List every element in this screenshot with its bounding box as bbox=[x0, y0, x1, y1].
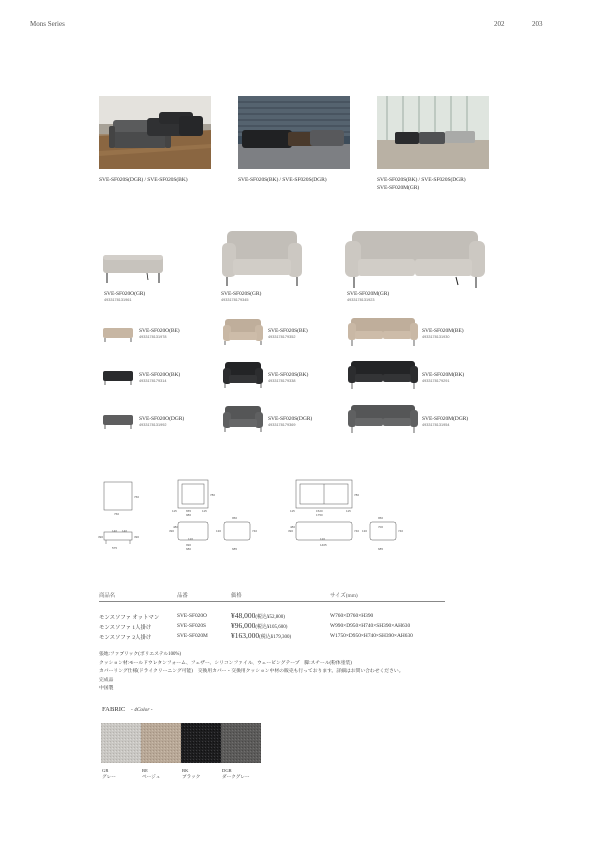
note-assembled: 完成品 bbox=[99, 677, 114, 683]
ottoman-dim-a: 575 bbox=[112, 546, 118, 550]
fabric-heading bbox=[102, 706, 153, 713]
photo-caption-3: SVE-SF020S(BK) / SVE-SF020S(DGR) bbox=[377, 177, 466, 183]
row-2-price: ¥96,000 bbox=[231, 621, 256, 630]
two-seat-sofa-dgr-code: 4933178131954 bbox=[422, 423, 450, 427]
row-1-name: モンスソファ オットマン bbox=[99, 615, 160, 621]
single-dim-front-b: 480 bbox=[173, 525, 179, 529]
table-header-price: 価格 bbox=[231, 593, 242, 599]
swatch-be-label: BE ベージュ bbox=[142, 768, 161, 779]
triple-dim-top-b: 1520 bbox=[316, 509, 323, 513]
single-dim-side-b: 740 bbox=[252, 529, 258, 533]
row-2-item: SVE-SF020S bbox=[177, 623, 207, 629]
two-seat-sofa-bk-code: 4933178179291 bbox=[422, 379, 450, 383]
swatch-bk-label: BK ブラック bbox=[182, 768, 201, 779]
ottoman-be-image bbox=[102, 326, 134, 343]
single-sofa-gr-name: SVE-SF020S(GR) bbox=[221, 291, 262, 297]
ottoman-dim-h2: 390 bbox=[134, 535, 140, 539]
row-3-name: モンスソファ 2人掛け bbox=[99, 635, 152, 641]
ottoman-dim-c: 140 bbox=[122, 529, 128, 533]
single-sofa-bk-name: SVE-SF020S(BK) bbox=[268, 372, 309, 378]
triple-dim-side-a: 685 bbox=[378, 547, 384, 551]
ottoman-bk-name: SVE-SF020O(BK) bbox=[139, 372, 181, 378]
table-header-size: サイズ(mm) bbox=[330, 593, 358, 599]
two-seat-sofa-be-code: 4933178131930 bbox=[422, 335, 450, 339]
row-1-size: W760×D760×H390 bbox=[330, 613, 374, 619]
triple-dim-front-h: 740 bbox=[354, 529, 360, 533]
single-sofa-be-name: SVE-SF020S(BE) bbox=[268, 328, 308, 334]
triple-dim-side-d: 700 bbox=[378, 525, 384, 529]
swatch-gr bbox=[101, 723, 141, 763]
ottoman-dim-w: 760 bbox=[114, 512, 120, 516]
page-number-right: 203 bbox=[532, 20, 543, 28]
note-material: 張地:ファブリック(ポリエステル100%) bbox=[99, 652, 181, 657]
triple-dim-side-b: 740 bbox=[398, 529, 404, 533]
row-2-tax: (税込¥105,600) bbox=[255, 625, 288, 630]
single-dim-top-c: 115 bbox=[202, 509, 207, 513]
single-dim-top-b: 655 bbox=[186, 509, 192, 513]
notes bbox=[99, 651, 404, 694]
ottoman-gr-code: 4933178131961 bbox=[104, 298, 132, 302]
swatch-dgr bbox=[221, 723, 261, 763]
ottoman-gr-name: SVE-SF020O(GR) bbox=[104, 291, 146, 297]
note-cushion: クッション材:モールドウレタンフォーム、フェザー、シリコンファイル、ウェービングテープ 脚:スチール(粉体塗装) bbox=[99, 660, 352, 666]
two-seat-sofa-dgr-name: SVE-SF020M(DGR) bbox=[422, 416, 469, 422]
page-number-left: 202 bbox=[494, 20, 505, 28]
single-dim-side-c: 130 bbox=[216, 529, 222, 533]
triple-dim-side-w: 950 bbox=[378, 516, 384, 520]
single-dim-front-w: 990 bbox=[186, 543, 192, 547]
triple-dim-front-c: 120 bbox=[320, 537, 326, 541]
swatch-dgr-label: DGR ダークグレー bbox=[222, 768, 250, 779]
single-sofa-bk-code: 4933178179338 bbox=[268, 379, 296, 383]
row-3-item: SVE-SF020M bbox=[177, 633, 208, 639]
triple-dim-top-w: 1750 bbox=[316, 513, 323, 517]
ottoman-dgr-image bbox=[102, 413, 134, 430]
single-dim-side-w: 950 bbox=[232, 516, 238, 520]
row-1-price: ¥48,000 bbox=[231, 611, 256, 620]
triple-dim-top-a: 115 bbox=[290, 509, 295, 513]
row-3-size: W1750×D950×H740×SH390×AH630 bbox=[330, 633, 413, 639]
single-sofa-dgr-name: SVE-SF020S(DGR) bbox=[268, 416, 313, 422]
row-1-item: SVE-SF020O bbox=[177, 613, 207, 619]
photo-caption-2: SVE-SF020S(BK) / SVE-SF020S(DGR) bbox=[238, 177, 327, 183]
ottoman-dgr-name: SVE-SF020O(DGR) bbox=[139, 416, 185, 422]
two-seat-sofa-gr-image bbox=[344, 229, 486, 289]
two-seat-sofa-gr-name: SVE-SF020M(GR) bbox=[347, 291, 390, 297]
single-dim-top-w: 986 bbox=[186, 513, 192, 517]
two-seat-sofa-bk-name: SVE-SF020M(BK) bbox=[422, 372, 465, 378]
photo-caption-3b: SVE-SF020M(GR) bbox=[377, 185, 420, 191]
ottoman-bk-image bbox=[102, 369, 134, 386]
triple-dim-front-b: 480 bbox=[290, 525, 296, 529]
single-sofa-dgr-image bbox=[222, 405, 264, 433]
note-covering: カバーリング仕様(ドライクリーニング可能) 交換用カバー・交換用クッション中材の販売も行っております。詳細はお問い合わせください。 bbox=[99, 669, 404, 675]
triple-dim-side-c: 130 bbox=[362, 529, 368, 533]
fabric-subtitle: - 4Color - bbox=[131, 707, 153, 713]
triple-dim-top-d: 780 bbox=[354, 493, 360, 497]
ottoman-bk-code: 4933178179314 bbox=[139, 379, 167, 383]
single-dim-front-c: 120 bbox=[188, 537, 194, 541]
table-header-item: 品番 bbox=[177, 593, 188, 599]
fabric-title: FABRIC bbox=[102, 706, 126, 713]
single-dim-front-d: 680 bbox=[186, 547, 192, 551]
note-origin: 中国製 bbox=[99, 686, 114, 692]
single-sofa-gr-image bbox=[221, 229, 303, 287]
row-2-size: W990×D950×H740×SH390×AH630 bbox=[330, 623, 411, 629]
swatch-be bbox=[141, 723, 181, 763]
single-dim-top-a: 115 bbox=[172, 509, 177, 513]
ottoman-be-code: 4933178131978 bbox=[139, 335, 167, 339]
row-3-tax: (税込¥179,300) bbox=[259, 635, 292, 640]
row-3-price: ¥163,000 bbox=[231, 631, 260, 640]
room-photo-2 bbox=[238, 96, 350, 169]
two-seat-sofa-be-image bbox=[347, 317, 419, 347]
ottoman-dim-d: 760 bbox=[134, 495, 140, 499]
row-1-tax: (税込¥52,800) bbox=[255, 615, 285, 620]
table-header-name: 商品名 bbox=[99, 593, 116, 599]
ottoman-dim-h: 390 bbox=[98, 535, 104, 539]
single-sofa-gr-code: 4933178179345 bbox=[221, 298, 249, 302]
two-seat-sofa-bk-image bbox=[347, 360, 419, 390]
single-sofa-be-code: 4933178179352 bbox=[268, 335, 296, 339]
photo-caption-1: SVE-SF020S(DGR) / SVE-SF020S(BK) bbox=[99, 177, 188, 183]
ottoman-dgr-code: 4933178131992 bbox=[139, 423, 167, 427]
table-divider bbox=[99, 601, 445, 602]
ottoman-front-view bbox=[104, 532, 132, 540]
room-photo-3 bbox=[377, 96, 489, 169]
dimension-drawings-right bbox=[290, 470, 480, 552]
two-seat-sofa-dgr-image bbox=[347, 404, 419, 434]
ottoman-be-name: SVE-SF020O(BE) bbox=[139, 328, 180, 334]
series-title: Mons Series bbox=[30, 20, 65, 28]
two-seat-sofa-gr-code: 4933178131923 bbox=[347, 298, 375, 302]
room-photo-1 bbox=[99, 96, 211, 169]
single-side-view bbox=[224, 522, 250, 540]
triple-dim-front-a: 390 bbox=[288, 529, 294, 533]
ottoman-gr-image bbox=[102, 252, 164, 284]
ottoman-dim-b: 140 bbox=[112, 529, 118, 533]
single-dim-side-a: 685 bbox=[232, 547, 238, 551]
single-dim-top-d: 780 bbox=[210, 493, 216, 497]
single-sofa-dgr-code: 4933178179369 bbox=[268, 423, 296, 427]
single-dim-front-a: 390 bbox=[169, 529, 175, 533]
swatch-gr-label: GR グレー bbox=[102, 768, 116, 779]
two-seat-sofa-be-name: SVE-SF020M(BE) bbox=[422, 328, 464, 334]
single-sofa-bk-image bbox=[222, 361, 264, 389]
triple-dim-front-w: 1405 bbox=[320, 543, 327, 547]
row-2-name: モンスソファ 1人掛け bbox=[99, 625, 152, 631]
swatch-bk bbox=[181, 723, 221, 763]
triple-dim-top-c: 115 bbox=[346, 509, 351, 513]
ottoman-top-view bbox=[104, 482, 132, 510]
single-sofa-be-image bbox=[222, 318, 264, 346]
